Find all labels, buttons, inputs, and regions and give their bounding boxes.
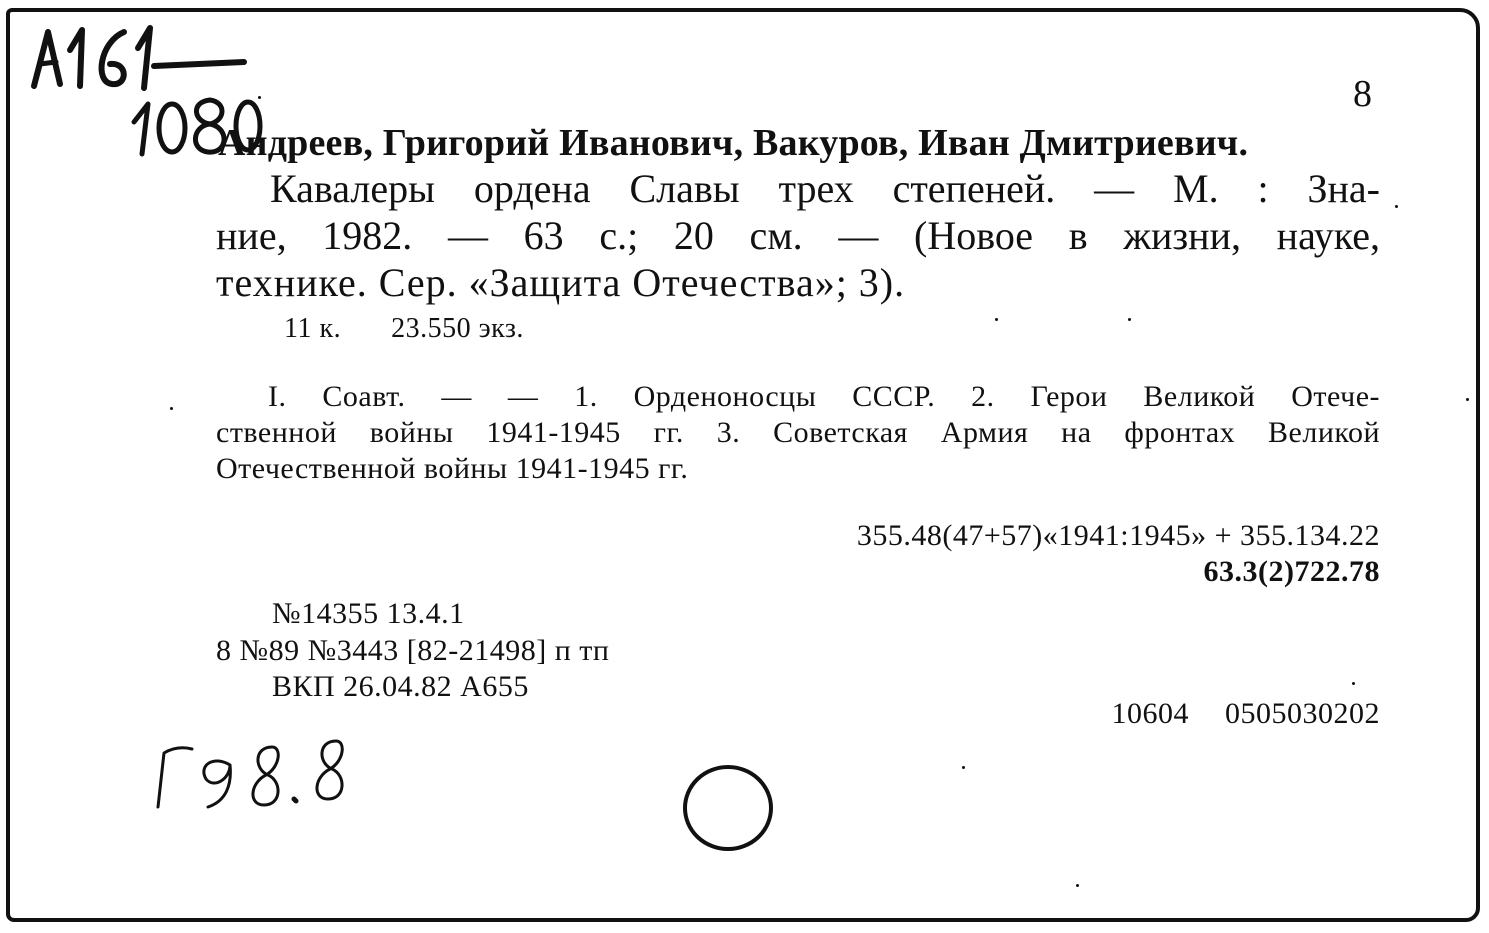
shelfmark-sub-text <box>0 0 1 1</box>
price: 11 к. <box>284 313 342 344</box>
udc-index: 355.48(47+57)«1941:1945» + 355.134.22 <box>856 519 1380 552</box>
publisher-line: 8 №89 №3443 [82-21498] п тп <box>216 634 610 667</box>
price-line <box>284 313 524 345</box>
circle-hole-icon <box>682 762 778 858</box>
shelfmark-top-text <box>0 0 1 1</box>
publisher-line: ВКП 26.04.82 А655 <box>272 670 529 703</box>
card-number: 8 <box>1353 73 1372 115</box>
speck <box>1076 884 1079 887</box>
print-run: 23.550 экз. <box>391 313 524 344</box>
tracing-line: I. Соавт. — — 1. Орденоносцы СССР. 2. Герои Великой Отече- <box>268 380 1380 413</box>
speck <box>1352 682 1355 685</box>
tracing-line: ственной войны 1941-1945 гг. 3. Советская Армия на фронтах Великой <box>216 416 1380 449</box>
bbk-index: 63.3(2)722.78 <box>1203 555 1380 588</box>
description-line: ние, 1982. — 63 с.; 20 см. — (Новое в жизни, науке, <box>216 213 1380 258</box>
speck <box>170 407 173 410</box>
code-b: 0505030202 <box>1225 697 1380 730</box>
speck <box>1128 318 1131 321</box>
handwritten-shelfmark-bottom <box>150 735 360 835</box>
description-line: Кавалеры ордена Славы трех степеней. — М. : Зна- <box>270 166 1380 211</box>
author-heading: Андреев, Григорий Иванович, Вакуров, Иван Дмитриевич. <box>218 122 1249 164</box>
shelfmark-bottom-text <box>0 0 1 1</box>
tracing-line: Отечественной войны 1941-1945 гг. <box>216 452 689 485</box>
publisher-line: №14355 13.4.1 <box>272 597 465 630</box>
speck <box>1466 398 1469 401</box>
speck <box>995 318 998 321</box>
speck <box>1395 205 1398 208</box>
speck <box>258 96 261 99</box>
description-line: технике. Сер. «Защита Отечества»; 3). <box>216 260 906 305</box>
speck <box>962 766 965 769</box>
catalog-codes <box>1112 697 1381 731</box>
code-a: 10604 <box>1111 697 1189 730</box>
